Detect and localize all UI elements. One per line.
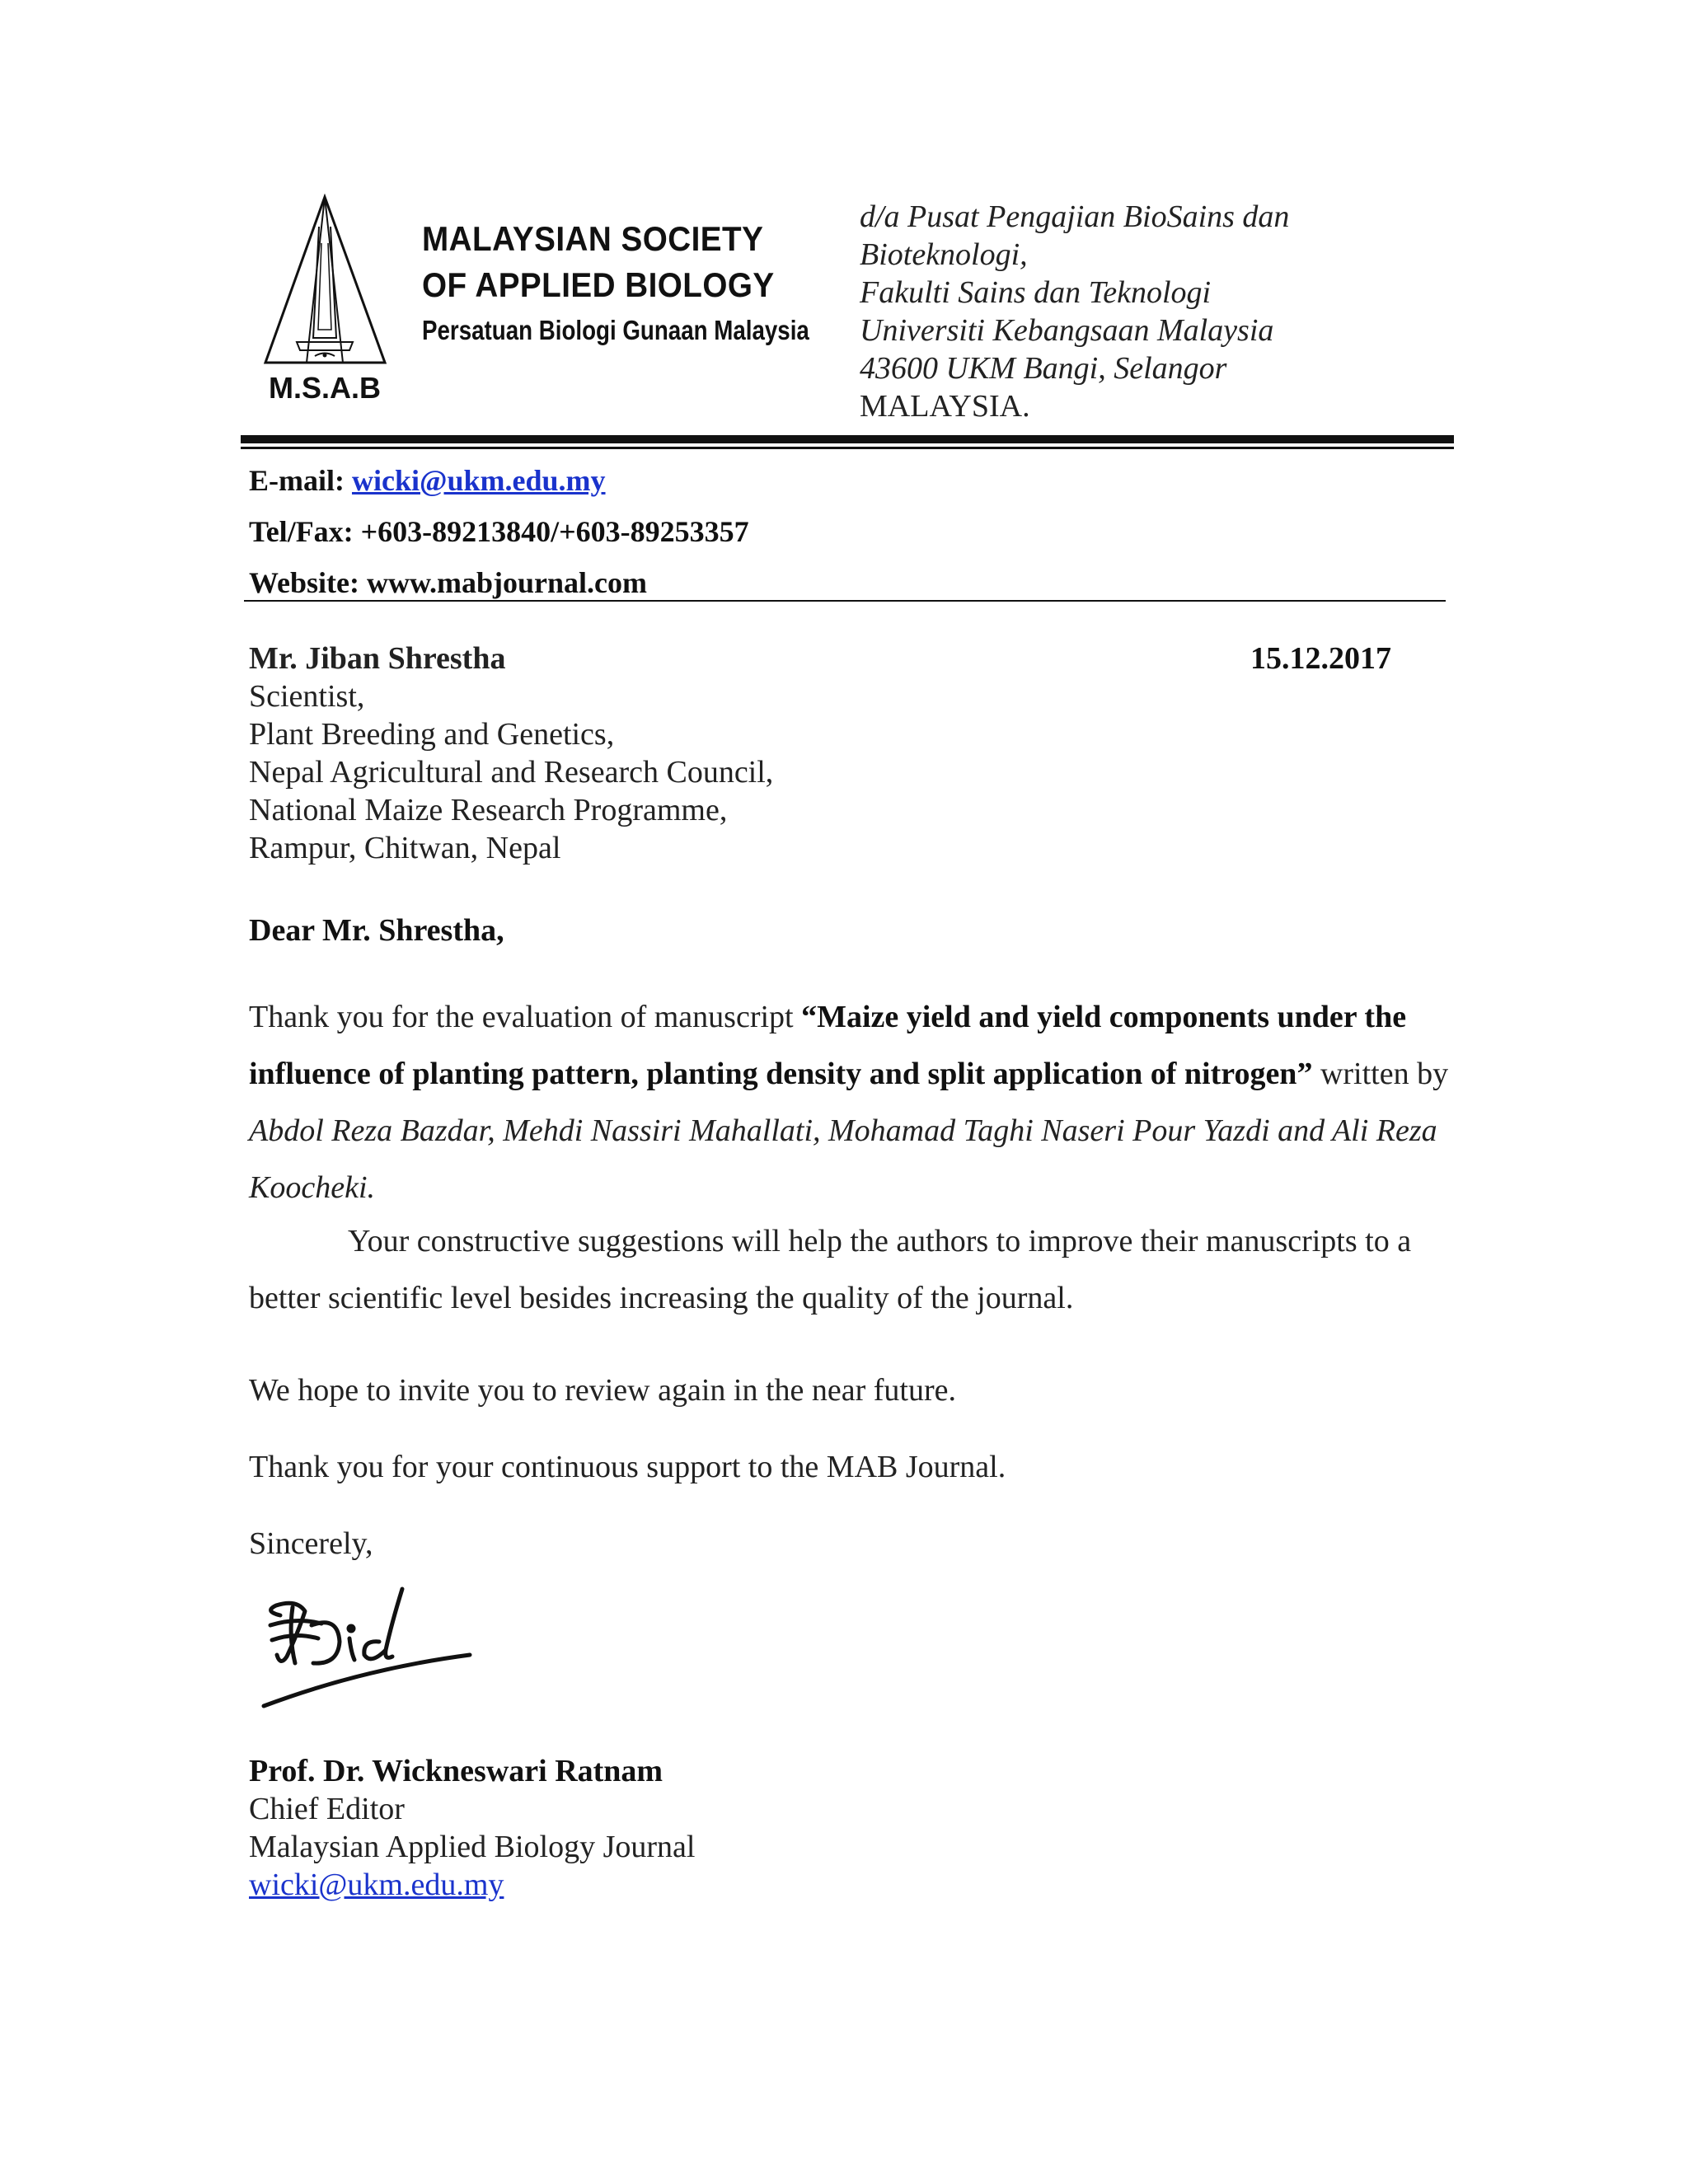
address-line: d/a Pusat Pengajian BioSains dan bbox=[860, 199, 1290, 234]
email-line bbox=[249, 455, 749, 506]
paragraph-evaluation bbox=[249, 989, 1452, 1216]
website-line: Website: www.mabjournal.com bbox=[249, 566, 647, 599]
letterhead-divider-thick bbox=[241, 435, 1454, 443]
org-name-line-1: MALAYSIAN SOCIETY bbox=[422, 219, 764, 258]
address-country: MALAYSIA. bbox=[860, 389, 1030, 424]
recipient-line: Rampur, Chitwan, Nepal bbox=[249, 831, 561, 865]
recipient-line: Nepal Agricultural and Research Council, bbox=[249, 755, 774, 790]
signatory-block bbox=[249, 1752, 695, 1904]
telfax-line: Tel/Fax: +603-89213840/+603-89253357 bbox=[249, 515, 749, 548]
recipient-block bbox=[249, 640, 773, 867]
address-line: 43600 UKM Bangi, Selangor bbox=[860, 351, 1227, 386]
paragraph-suggestions: Your constructive suggestions will help the authors to improve their manuscripts to a better scientific level besides increasing the quality of the journal. bbox=[249, 1224, 1412, 1315]
recipient-name: Mr. Jiban Shrestha bbox=[249, 641, 506, 676]
address-line: Universiti Kebangsaan Malaysia bbox=[860, 313, 1274, 348]
signatory-email-link[interactable]: wicki@ukm.edu.my bbox=[249, 1868, 504, 1902]
contact-divider bbox=[244, 600, 1446, 602]
msab-logo bbox=[257, 194, 393, 404]
signatory-name: Prof. Dr. Wickneswari Ratnam bbox=[249, 1754, 663, 1788]
address-line: Bioteknologi, bbox=[860, 237, 1028, 272]
contact-block bbox=[249, 455, 749, 608]
signatory-title: Chief Editor bbox=[249, 1792, 405, 1826]
paragraph-invite: We hope to invite you to review again in the near future. bbox=[249, 1373, 956, 1408]
p1-intro: Thank you for the evaluation of manuscript bbox=[249, 1000, 802, 1034]
letter-date: 15.12.2017 bbox=[1250, 641, 1391, 676]
signatory-journal: Malaysian Applied Biology Journal bbox=[249, 1830, 696, 1864]
letterhead-divider-thin bbox=[241, 447, 1454, 449]
recipient-line: National Maize Research Programme, bbox=[249, 793, 728, 827]
org-name-malay: Persatuan Biologi Gunaan Malaysia bbox=[422, 315, 809, 345]
manuscript-authors: Abdol Reza Bazdar, Mehdi Nassiri Mahallati, Mohamad Taghi Naseri Pour Yazdi and Ali Reza Koocheki. bbox=[249, 1113, 1437, 1205]
signature bbox=[247, 1574, 495, 1722]
paragraph-thanks: Thank you for your continuous support to the MAB Journal. bbox=[249, 1450, 1006, 1484]
address-line: Fakulti Sains dan Teknologi bbox=[860, 275, 1212, 310]
recipient-line: Scientist, bbox=[249, 679, 365, 714]
organization-name bbox=[422, 216, 883, 351]
p1-written-by: written by bbox=[1312, 1057, 1449, 1091]
manuscript-title: “Maize yield and yield components under the influence of planting pattern, planting density and split application of nitrogen” bbox=[249, 1000, 1407, 1091]
closing: Sincerely, bbox=[249, 1526, 373, 1561]
salutation: Dear Mr. Shrestha, bbox=[249, 913, 504, 948]
org-name-line-2: OF APPLIED BIOLOGY bbox=[422, 265, 775, 304]
recipient-line: Plant Breeding and Genetics, bbox=[249, 717, 615, 752]
email-link[interactable]: wicki@ukm.edu.my bbox=[351, 464, 606, 497]
email-label: E-mail: bbox=[249, 464, 345, 497]
organization-address bbox=[860, 198, 1289, 425]
logo-monogram: M.S.A.B bbox=[268, 371, 382, 404]
